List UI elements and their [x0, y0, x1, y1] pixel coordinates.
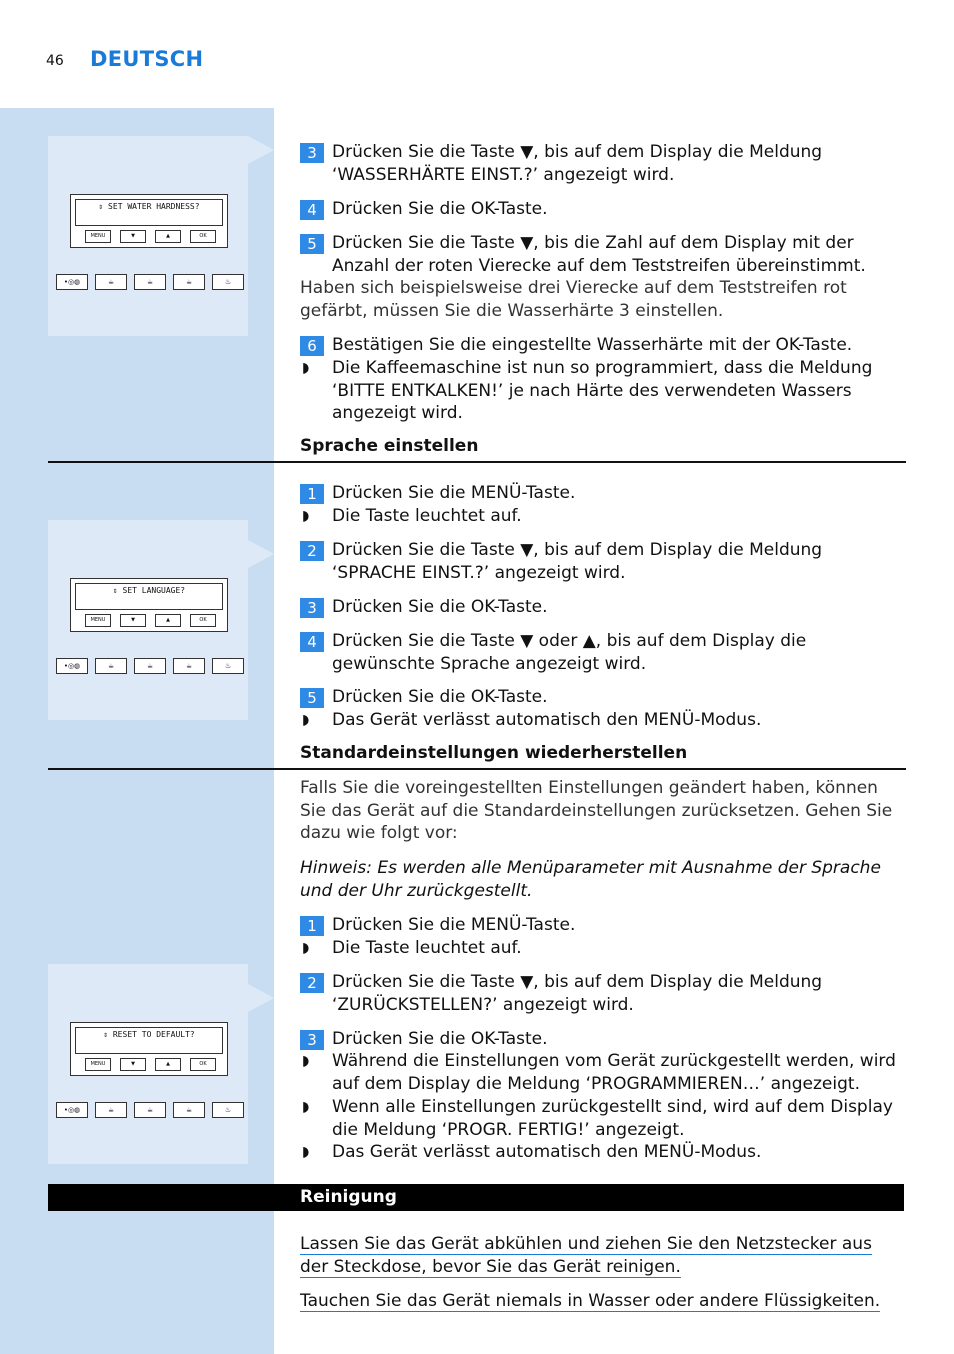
- illustration-water-hardness: [48, 136, 248, 336]
- step-number: 2: [300, 541, 324, 561]
- step-number: 3: [300, 143, 324, 163]
- espresso-cup-icon: ☕: [95, 658, 127, 674]
- up-key: ▲: [155, 614, 181, 627]
- ok-key: OK: [190, 614, 216, 627]
- section-header-bar: [48, 1184, 904, 1211]
- bullet-item: [300, 1050, 906, 1095]
- bullet-icon: ◗: [302, 1053, 310, 1069]
- divider: [48, 461, 906, 463]
- bullet-text: Die Taste leuchtet auf.: [332, 506, 522, 526]
- bullet-icon: ◗: [302, 712, 310, 728]
- display-screen: ⇕ SET LANGUAGE?: [75, 583, 223, 610]
- step-text: Bestätigen Sie die eingestellte Wasserhärte mit der OK-Taste.: [332, 335, 853, 355]
- step-number: 5: [300, 688, 324, 708]
- illustration-language: [48, 520, 248, 720]
- step-text: Drücken Sie die MENÜ-Taste.: [332, 483, 576, 503]
- down-key: ▼: [120, 614, 146, 627]
- step-item: [300, 971, 906, 1016]
- step-text: Drücken Sie die OK-Taste.: [332, 1029, 548, 1049]
- step-item: [300, 539, 906, 584]
- step-text: Drücken Sie die MENÜ-Taste.: [332, 915, 576, 935]
- step-text: Drücken Sie die Taste ▼, bis auf dem Display die Meldung ‘ZURÜCKSTELLEN?’ angezeigt wird.: [332, 972, 823, 1015]
- up-key: ▲: [155, 230, 181, 243]
- coffee-cup-icon: ☕: [134, 274, 166, 290]
- page-number: 46: [46, 53, 64, 69]
- steam-icon: ♨: [212, 1102, 244, 1118]
- bullet-item: [300, 937, 906, 960]
- control-panel: [70, 194, 228, 248]
- bullet-icon: ◗: [302, 1099, 310, 1115]
- bullet-text: Die Kaffeemaschine ist nun so programmiert, dass die Meldung ‘BITTE ENTKALKEN!’ je nach Härte des verwendeten Wassers angezeigt wird.: [332, 358, 873, 423]
- step-item: [300, 596, 906, 619]
- menu-key: MENU: [85, 614, 111, 627]
- coffee-cup-icon: ☕: [134, 1102, 166, 1118]
- ok-key: OK: [190, 1058, 216, 1071]
- step-text: Drücken Sie die Taste ▼, bis auf dem Display die Meldung ‘WASSERHÄRTE EINST.?’ angezeigt wird.: [332, 142, 823, 185]
- step-text: Drücken Sie die Taste ▼, bis auf dem Display die Meldung ‘SPRACHE EINST.?’ angezeigt wird.: [332, 540, 823, 583]
- bullet-text: Während die Einstellungen vom Gerät zurückgestellt werden, wird auf dem Display die Meldung ‘PROGRAMMIEREN…’ angezeigt.: [332, 1051, 896, 1094]
- step-number: 1: [300, 484, 324, 504]
- step-text: Drücken Sie die OK-Taste.: [332, 687, 548, 707]
- language-title: DEUTSCH: [90, 47, 204, 71]
- large-cup-icon: ☕: [173, 1102, 205, 1118]
- control-panel: [70, 1022, 228, 1076]
- illustration-reset: [48, 964, 248, 1164]
- warning-line: Lassen Sie das Gerät abkühlen und ziehen Sie den Netzstecker aus der Steckdose, bevor Sie das Gerät reinigen.: [300, 1234, 872, 1277]
- step-number: 4: [300, 200, 324, 220]
- up-key: ▲: [155, 1058, 181, 1071]
- step-number: 1: [300, 916, 324, 936]
- divider: [48, 768, 906, 770]
- step-number: 6: [300, 336, 324, 356]
- bullet-icon: ◗: [302, 360, 310, 376]
- step-text: Drücken Sie die OK-Taste.: [332, 199, 548, 219]
- paragraph: Haben sich beispielsweise drei Vierecke auf dem Teststreifen rot gefärbt, müssen Sie die Wasserhärte 3 einstellen.: [300, 278, 847, 321]
- note: Hinweis: Es werden alle Menüparameter mit Ausnahme der Sprache und der Uhr zurückgestellt.: [300, 858, 881, 901]
- step-number: 5: [300, 234, 324, 254]
- pointer-arrow: [248, 984, 274, 1012]
- large-cup-icon: ☕: [173, 274, 205, 290]
- bullet-text: Das Gerät verlässt automatisch den MENÜ-Modus.: [332, 710, 762, 730]
- step-number: 2: [300, 973, 324, 993]
- bullet-item: [300, 709, 906, 732]
- step-text: Drücken Sie die OK-Taste.: [332, 597, 548, 617]
- paragraph: Falls Sie die voreingestellten Einstellungen geändert haben, können Sie das Gerät auf die Standardeinstellungen zurücksetzen. Gehen Sie dazu wie folgt vor:: [300, 778, 893, 843]
- bullet-text: Die Taste leuchtet auf.: [332, 938, 522, 958]
- step-number: 4: [300, 632, 324, 652]
- bullet-text: Wenn alle Einstellungen zurückgestellt sind, wird auf dem Display die Meldung ‘PROGR. FERTIG!’ angezeigt.: [332, 1097, 893, 1140]
- aroma-button-icon: •◎◍: [56, 1102, 88, 1118]
- step-item: [300, 1028, 906, 1051]
- bullet-item: [300, 357, 906, 425]
- down-key: ▼: [120, 230, 146, 243]
- step-text: Drücken Sie die Taste ▼, bis die Zahl auf dem Display mit der Anzahl der roten Vierecke auf dem Teststreifen übereinstimmt.: [332, 233, 866, 276]
- step-item: [300, 334, 906, 357]
- steam-icon: ♨: [212, 658, 244, 674]
- step-item: [300, 914, 906, 937]
- display-screen: ⇕ SET WATER HARDNESS?: [75, 199, 223, 226]
- pointer-arrow: [248, 136, 274, 164]
- step-item: [300, 232, 906, 277]
- step-number: 3: [300, 1030, 324, 1050]
- bullet-icon: ◗: [302, 1144, 310, 1160]
- aroma-button-icon: •◎◍: [56, 274, 88, 290]
- step-text: Drücken Sie die Taste ▼ oder ▲, bis auf dem Display die gewünschte Sprache angezeigt wird.: [332, 631, 807, 674]
- section-heading: Reinigung: [300, 1187, 397, 1207]
- bullet-icon: ◗: [302, 940, 310, 956]
- section-heading: Standardeinstellungen wiederherstellen: [300, 743, 688, 763]
- step-item: [300, 141, 906, 186]
- aroma-button-icon: •◎◍: [56, 658, 88, 674]
- section-heading: Sprache einstellen: [300, 436, 479, 456]
- bullet-item: [300, 1141, 906, 1164]
- ok-key: OK: [190, 230, 216, 243]
- step-item: [300, 630, 906, 675]
- step-item: [300, 482, 906, 505]
- bullet-text: Das Gerät verlässt automatisch den MENÜ-Modus.: [332, 1142, 762, 1162]
- step-number: 3: [300, 598, 324, 618]
- menu-key: MENU: [85, 1058, 111, 1071]
- bullet-icon: ◗: [302, 508, 310, 524]
- steam-icon: ♨: [212, 274, 244, 290]
- menu-key: MENU: [85, 230, 111, 243]
- control-panel: [70, 578, 228, 632]
- warning-text: [300, 1233, 892, 1279]
- step-item: [300, 198, 906, 221]
- warning-line: Tauchen Sie das Gerät niemals in Wasser oder andere Flüssigkeiten.: [300, 1291, 881, 1311]
- bullet-item: [300, 1096, 906, 1141]
- warning-text: [300, 1290, 892, 1313]
- pointer-arrow: [248, 540, 274, 568]
- espresso-cup-icon: ☕: [95, 274, 127, 290]
- down-key: ▼: [120, 1058, 146, 1071]
- large-cup-icon: ☕: [173, 658, 205, 674]
- step-item: [300, 686, 906, 709]
- espresso-cup-icon: ☕: [95, 1102, 127, 1118]
- bullet-item: [300, 505, 906, 528]
- display-screen: ⇕ RESET TO DEFAULT?: [75, 1027, 223, 1054]
- coffee-cup-icon: ☕: [134, 658, 166, 674]
